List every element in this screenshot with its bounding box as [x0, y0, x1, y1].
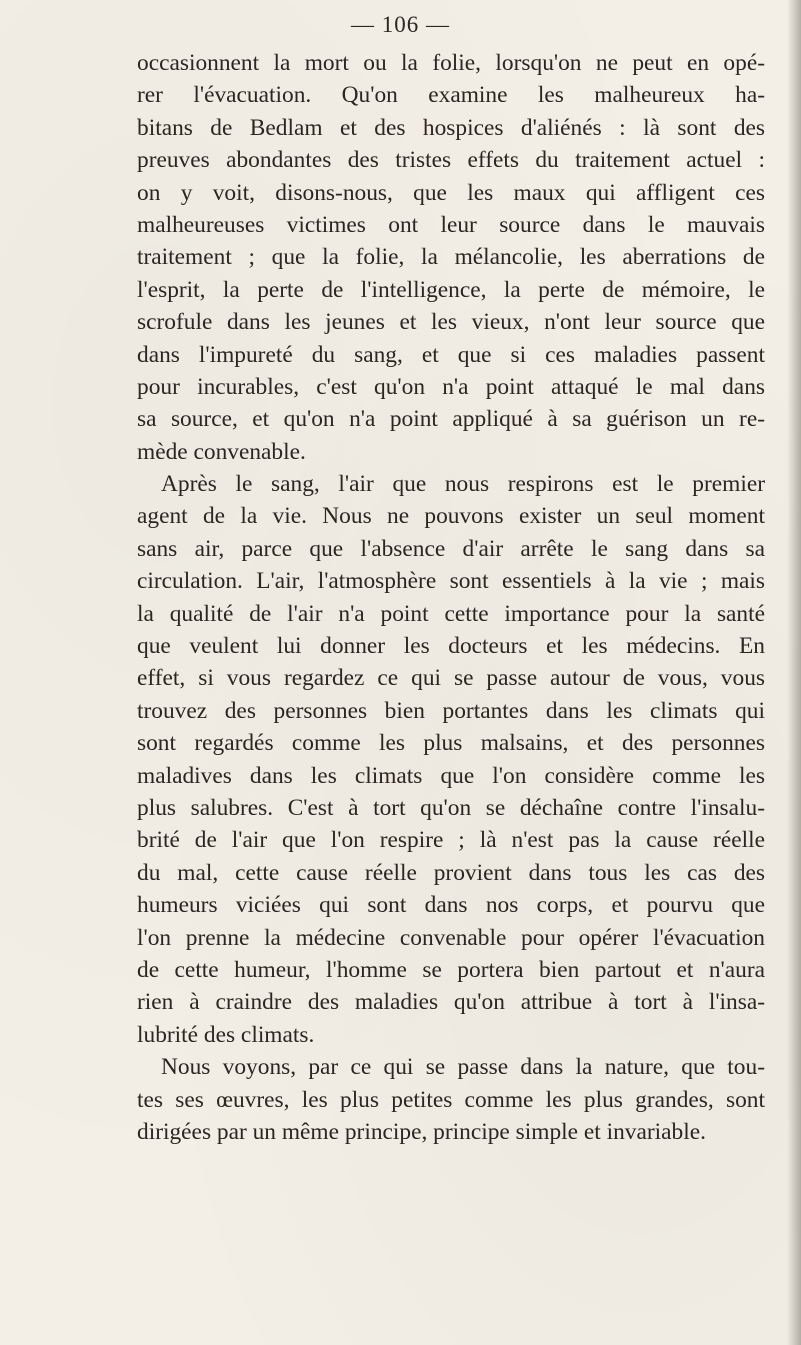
- paragraph-start-line: Après le sang, l'air que nous respirons est le premier: [161, 471, 765, 498]
- text-line: mède convenable.: [137, 438, 306, 465]
- page-number: — 106 —: [351, 12, 450, 37]
- text-line: circulation. L'air, l'atmosphère sont essentiels à la vie ; mais: [137, 568, 765, 595]
- text-line: du mal, cette cause réelle provient dans tous les cas des: [137, 859, 765, 886]
- text-line: humeurs viciées qui sont dans nos corps, et pourvu que: [137, 892, 765, 919]
- text-line: la qualité de l'air n'a point cette importance pour la santé: [137, 600, 765, 627]
- text-line: dans l'impureté du sang, et que si ces maladies passent: [137, 341, 765, 368]
- text-line: effet, si vous regardez ce qui se passe autour de vous, vous: [137, 665, 765, 692]
- text-line: trouvez des personnes bien portantes dans les climats qui: [137, 697, 765, 724]
- text-line: occasionnent la mort ou la folie, lorsqu'on ne peut en opé-: [137, 50, 765, 76]
- text-line: sa source, et qu'on n'a point appliqué à sa guérison un re-: [137, 406, 765, 433]
- text-line: sans air, parce que l'absence d'air arrête le sang dans sa: [137, 535, 765, 562]
- text-line: traitement ; que la folie, la mélancolie, les aberrations de: [137, 244, 765, 271]
- text-line: l'esprit, la perte de l'intelligence, la perte de mémoire, le: [137, 276, 765, 303]
- text-line: tes ses œuvres, les plus petites comme les plus grandes, sont: [137, 1086, 765, 1113]
- text-line: pour incurables, c'est qu'on n'a point attaqué le mal dans: [137, 373, 765, 400]
- text-line: rer l'évacuation. Qu'on examine les malheureux ha-: [137, 82, 765, 109]
- text-line: preuves abondantes des tristes effets du traitement actuel :: [137, 147, 765, 174]
- text-line: que veulent lui donner les docteurs et les médecins. En: [137, 633, 765, 660]
- text-line: de cette humeur, l'homme se portera bien partout et n'aura: [137, 956, 765, 983]
- text-line: agent de la vie. Nous ne pouvons exister un seul moment: [137, 503, 765, 530]
- text-line: sont regardés comme les plus malsains, et des personnes: [137, 730, 765, 757]
- text-line: plus salubres. C'est à tort qu'on se déchaîne contre l'insalu-: [137, 794, 765, 821]
- text-line: malheureuses victimes ont leur source dans le mauvais: [137, 211, 765, 238]
- page-edge-shadow: [787, 0, 801, 1345]
- paragraph-start-line: Nous voyons, par ce qui se passe dans la nature, que tou-: [161, 1054, 765, 1081]
- body-text: [137, 47, 765, 1148]
- text-line: dirigées par un même principe, principe simple et invariable.: [137, 1118, 706, 1145]
- text-line: on y voit, disons-nous, que les maux qui affligent ces: [137, 179, 765, 206]
- text-line: maladives dans les climats que l'on considère comme les: [137, 762, 765, 789]
- text-line: bitans de Bedlam et des hospices d'aliénés : là sont des: [137, 114, 765, 141]
- text-line: rien à craindre des maladies qu'on attribue à tort à l'insa-: [137, 989, 765, 1016]
- text-line: brité de l'air que l'on respire ; là n'est pas la cause réelle: [137, 827, 765, 854]
- text-line: scrofule dans les jeunes et les vieux, n'ont leur source que: [137, 309, 765, 336]
- text-line: lubrité des climats.: [137, 1021, 315, 1048]
- text-line: l'on prenne la médecine convenable pour opérer l'évacuation: [137, 924, 765, 951]
